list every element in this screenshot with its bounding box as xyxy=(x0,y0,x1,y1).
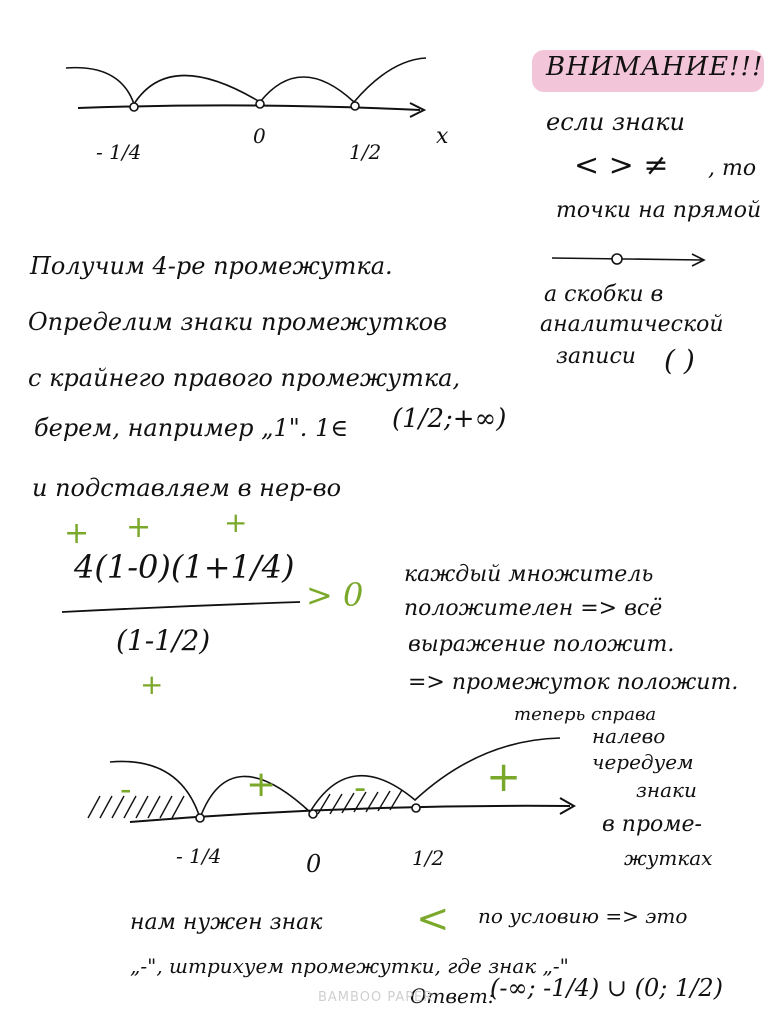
bottom-sign-1: + xyxy=(246,764,277,805)
fraction-bar xyxy=(62,602,300,612)
fraction-numerator: 4(1-0)(1+1/4) xyxy=(74,548,295,586)
top-axis-variable: x xyxy=(436,124,449,149)
fraction-denominator: (1-1/2) xyxy=(116,624,211,657)
app-watermark: BAMBOO PAPER xyxy=(318,990,434,1005)
bottom-label-half: 1/2 xyxy=(412,846,445,870)
body-interval: (1/2;+∞) xyxy=(392,404,507,434)
note-number-line xyxy=(552,258,702,260)
note-line6: записи xyxy=(556,344,636,369)
top-label-zero: 0 xyxy=(253,124,266,148)
bottom-note-line5: в проме- xyxy=(602,812,702,837)
explain-line1: каждый множитель xyxy=(404,562,654,587)
conclusion-line1b: по условию => это xyxy=(478,904,688,928)
conclusion-line1a: нам нужен знак xyxy=(130,910,323,935)
top-point-zero xyxy=(256,100,264,108)
plus-sign-1: + xyxy=(64,516,90,551)
bottom-note-line6: жутках xyxy=(624,846,713,870)
answer-label: Ответ: xyxy=(410,984,495,1008)
plus-sign-4: + xyxy=(140,668,164,701)
top-point-half xyxy=(351,102,359,110)
bottom-sign-left: - xyxy=(120,770,132,808)
top-point-neg-quarter xyxy=(130,103,138,111)
plus-sign-2: + xyxy=(126,510,152,545)
body-line5: и подставляем в нер-во xyxy=(32,474,342,502)
note-line3: точки на прямой xyxy=(556,198,762,223)
bottom-label-zero: 0 xyxy=(306,850,322,878)
note-line1: если знаки xyxy=(546,108,686,136)
body-line2: Определим знаки промежутков xyxy=(28,308,448,336)
note-line4: а скобки в xyxy=(544,282,664,307)
bottom-note-line4: знаки xyxy=(636,778,697,802)
bottom-label-neg-quarter: - 1/4 xyxy=(176,844,222,868)
note-line2: , то xyxy=(708,156,757,181)
bottom-note-line1: теперь справа xyxy=(514,704,657,725)
explain-line3: выражение положит. xyxy=(408,632,675,657)
hatch-left xyxy=(88,796,184,818)
bottom-point-half xyxy=(412,804,420,812)
plus-sign-3: + xyxy=(224,506,248,539)
body-line4: берем, например „1". 1∈ xyxy=(34,414,349,442)
conclusion-line2: „-", штрихуем промежутки, где знак „-" xyxy=(130,954,569,978)
explain-line4: => промежуток положит. xyxy=(408,670,739,695)
note-signs: < > ≠ xyxy=(574,148,669,183)
top-sign-arcs xyxy=(66,58,426,104)
bottom-sign-2: - xyxy=(354,768,367,808)
note-line5: аналитической xyxy=(540,312,724,337)
body-line1: Получим 4-ре промежутка. xyxy=(30,252,393,280)
fraction-compare: > 0 xyxy=(306,576,364,614)
note-title: ВНИМАНИЕ!!! xyxy=(546,52,764,82)
note-open-point xyxy=(612,254,622,264)
top-label-neg-quarter: - 1/4 xyxy=(96,140,142,164)
bottom-note-line2: налево xyxy=(592,724,666,748)
conclusion-sign: < xyxy=(416,896,450,942)
bottom-point-zero xyxy=(309,810,317,818)
body-line3: с крайнего правого промежутка, xyxy=(28,364,461,392)
explain-line2: положителен => всё xyxy=(404,596,663,621)
note-brackets: ( ) xyxy=(664,344,695,377)
top-label-half: 1/2 xyxy=(349,140,382,164)
answer-value: (-∞; -1/4) ∪ (0; 1/2) xyxy=(490,974,723,1002)
bottom-point-neg-quarter xyxy=(196,814,204,822)
bottom-sign-3: + xyxy=(486,752,522,801)
bottom-note-line3: чередуем xyxy=(592,750,694,774)
